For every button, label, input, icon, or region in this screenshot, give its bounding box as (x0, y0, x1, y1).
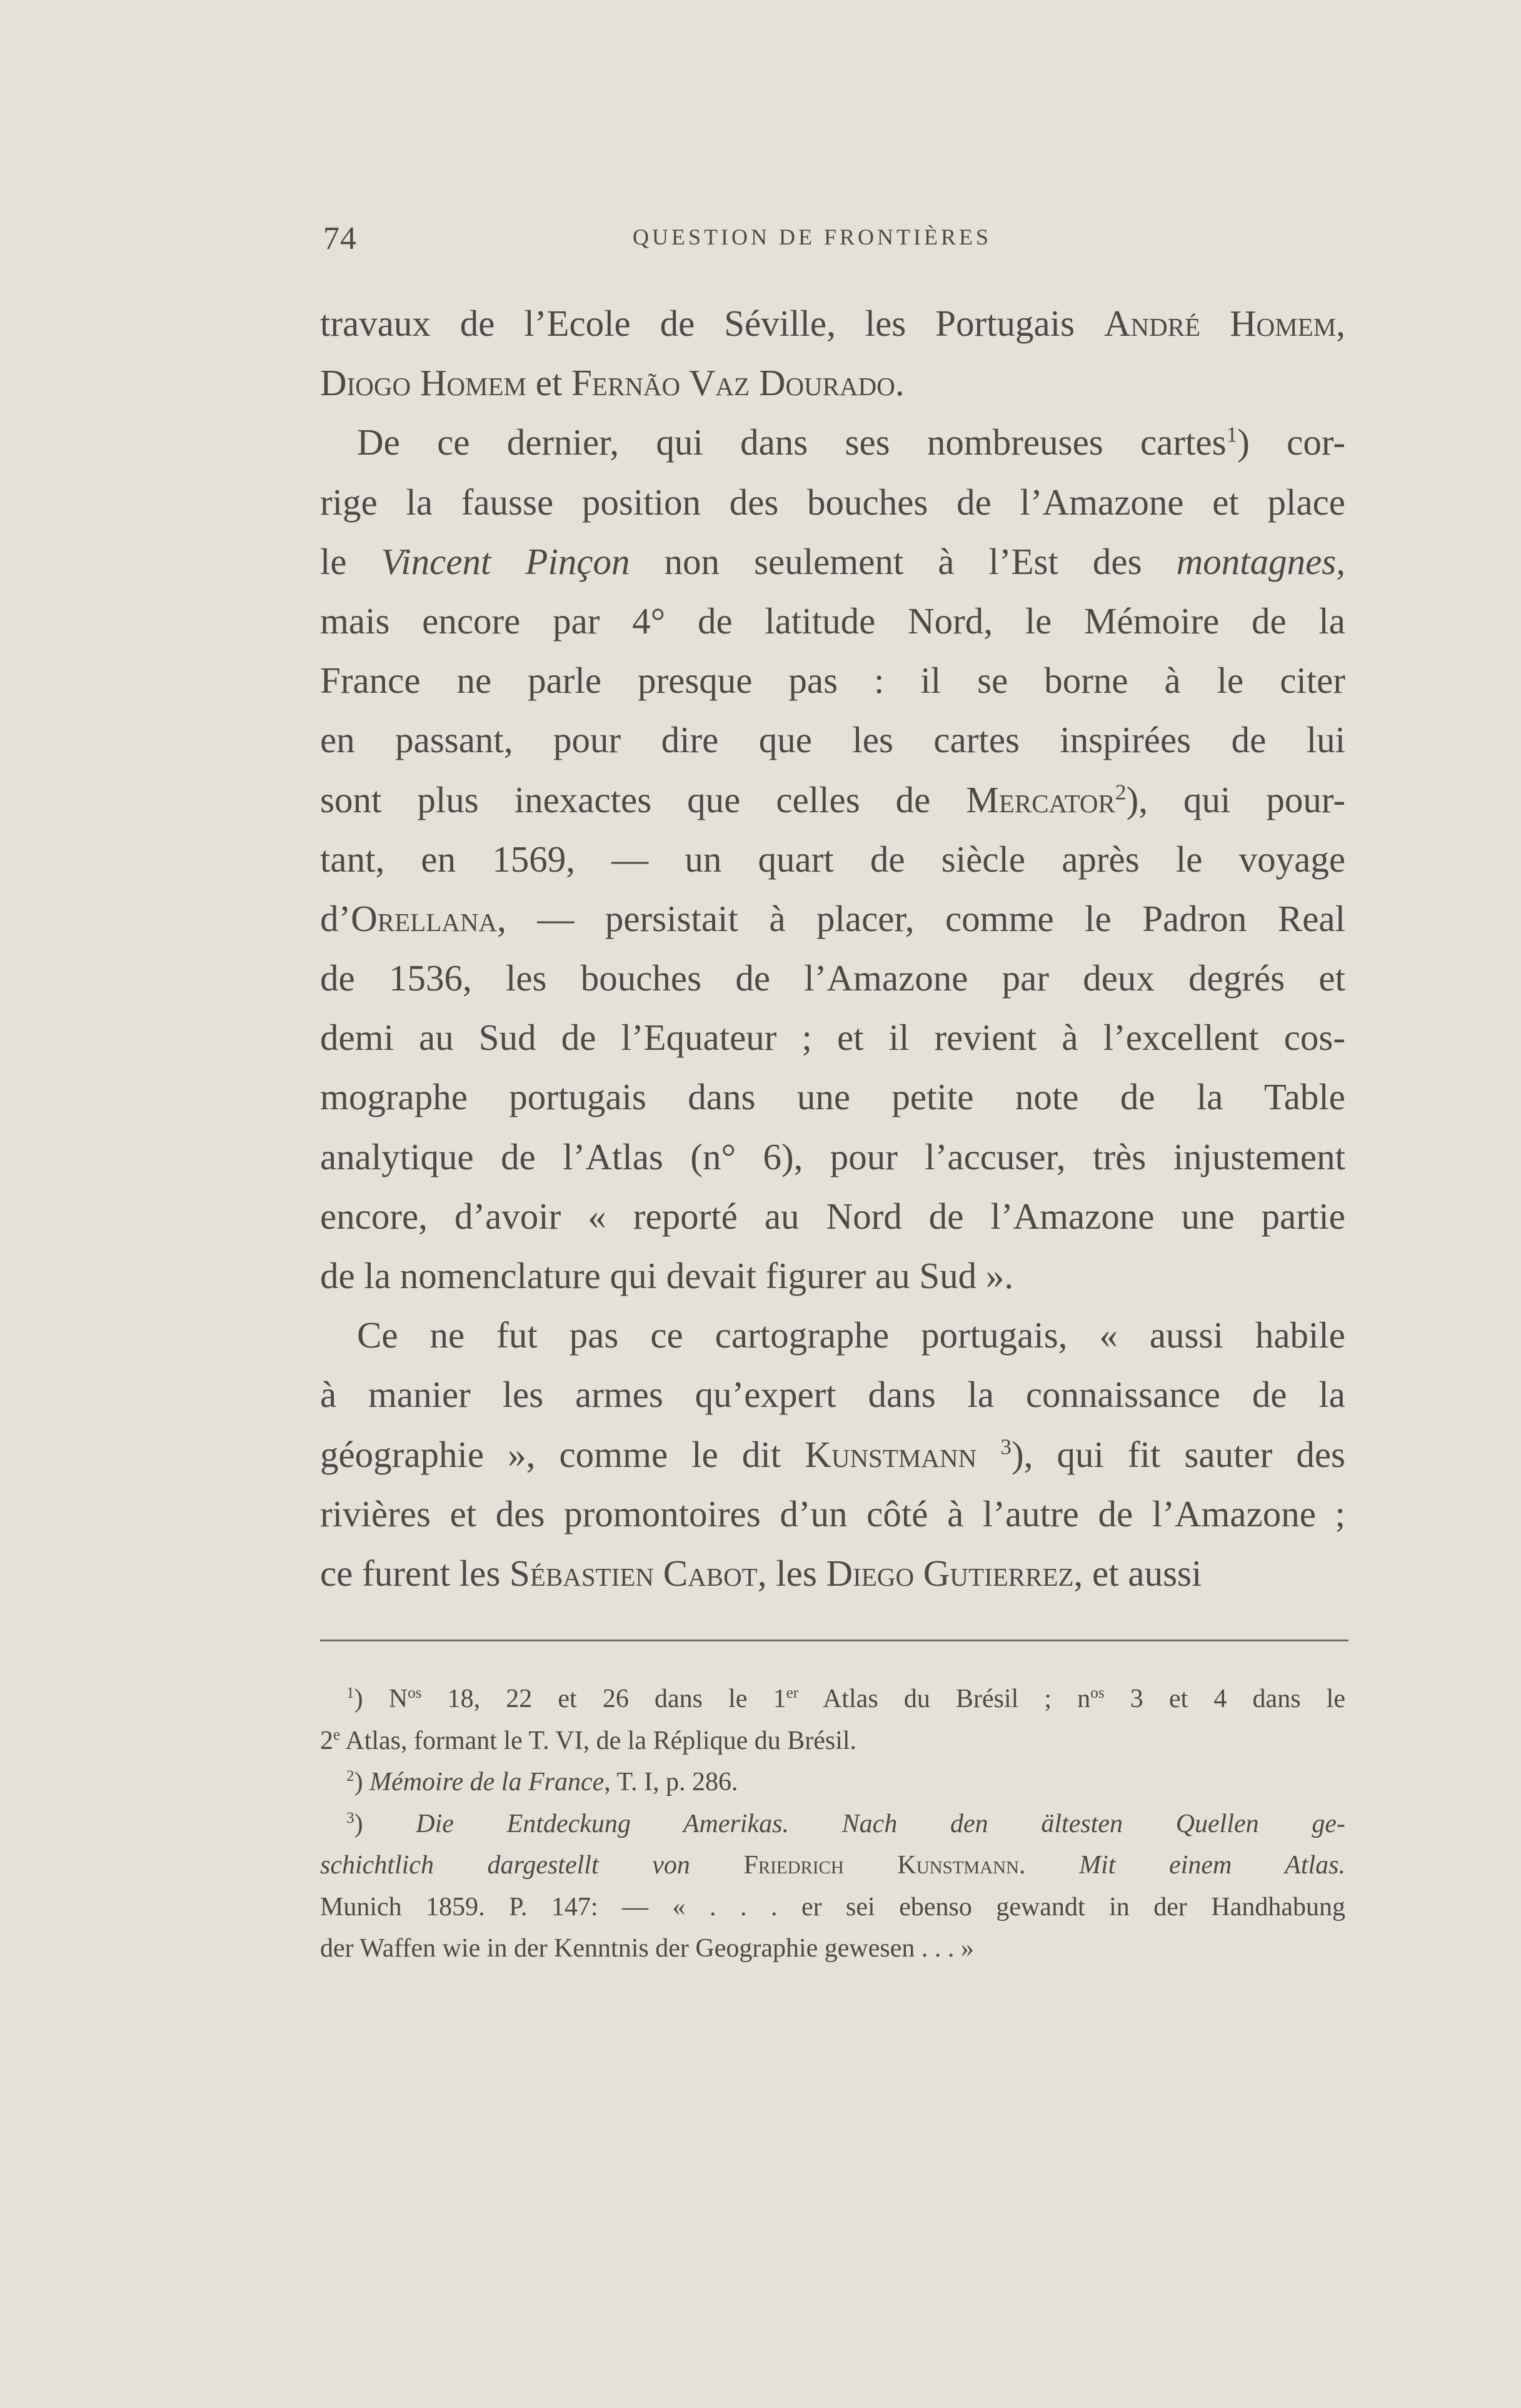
text-run: , les (757, 1552, 826, 1594)
text-run: mais encore par 4° de latitude Nord, le Mémoire de la (320, 600, 1345, 642)
text-line (320, 353, 1345, 413)
text-run: montagnes, (1176, 540, 1345, 582)
text-run: De ce dernier, qui dans ses nombreuses cartes (320, 421, 1227, 463)
text-run: . (895, 362, 905, 404)
superscript: 2 (1115, 778, 1127, 804)
text-run: , et aussi (1073, 1552, 1202, 1594)
footnote-line (320, 1720, 1345, 1762)
text-run: tant, en 1569, — un quart de siècle après le voyage (320, 838, 1345, 880)
superscript: 1 (346, 1685, 354, 1701)
text-run: Fernão Vaz Dourado (571, 362, 895, 404)
text-run: Munich 1859. P. 147: — « . . . er sei ebenso gewandt in der Handhabung (320, 1892, 1345, 1922)
text-run: le (320, 540, 381, 582)
text-run: Orellana (351, 897, 498, 939)
text-run: André Homem, (1103, 303, 1345, 344)
superscript: er (786, 1685, 799, 1701)
text-run: Atlas du Brésil ; n (798, 1685, 1091, 1713)
text-run: Friedrich Kunstmann (743, 1851, 1020, 1880)
text-run: ) (354, 1768, 370, 1796)
text-line (320, 1008, 1345, 1067)
superscript: 1 (1226, 421, 1238, 447)
text-run: analytique de l’Atlas (n° 6), pour l’accuser, très injustement (320, 1136, 1345, 1177)
footnote-line (320, 1761, 1345, 1803)
text-line (320, 1484, 1345, 1544)
text-run: ), qui pour- (1126, 778, 1345, 820)
text-run: non seulement à l’Est des (630, 540, 1177, 582)
text-run: encore, d’avoir « reporté au Nord de l’Amazone une partie (320, 1195, 1345, 1237)
text-run: Mémoire de la France (369, 1768, 605, 1796)
text-run: en passant, pour dire que les cartes inspirées de lui (320, 719, 1345, 761)
text-run: Diego Gutierrez (826, 1552, 1074, 1594)
footnote-line (320, 1803, 1345, 1845)
text-run: et (526, 362, 572, 404)
footnote-line (320, 1678, 1345, 1720)
text-run: Mit einem Atlas. (1079, 1851, 1346, 1880)
superscript: 2 (346, 1768, 354, 1785)
text-run: Diogo Homem (320, 362, 527, 404)
text-line (320, 294, 1345, 353)
text-run: , — persistait à placer, comme le Padron Real (497, 897, 1345, 939)
superscript: 3 (346, 1809, 354, 1826)
text-run: . (1019, 1851, 1080, 1880)
text-line (320, 1187, 1345, 1246)
running-title: QUESTION DE FRONTIÈRES (633, 224, 991, 249)
text-run: , T. I, p. 286. (604, 1768, 738, 1796)
text-line (320, 889, 1345, 949)
text-run: sont plus inexactes que celles de (320, 778, 966, 820)
text-line (320, 413, 1345, 472)
text-run: 18, 22 et 26 dans le 1 (421, 1685, 786, 1713)
text-run: schichtlich dargestellt von (320, 1851, 690, 1880)
superscript: 3 (1000, 1433, 1011, 1459)
text-run (976, 1434, 1000, 1475)
text-run: mographe portugais dans une petite note de la Table (320, 1076, 1345, 1118)
text-line (320, 532, 1345, 592)
page-number: 74 (323, 221, 357, 256)
text-run: der Waffen wie in der Kenntnis der Geographie gewesen . . . » (320, 1934, 974, 1963)
text-line (320, 651, 1345, 710)
text-run: ), qui fit sauter des (1011, 1433, 1346, 1475)
text-run (320, 1810, 346, 1838)
text-run: 3 et 4 dans le (1104, 1685, 1345, 1713)
text-run: ) (354, 1809, 416, 1838)
footnote-line (320, 1887, 1345, 1928)
text-run: ) cor- (1237, 421, 1345, 463)
text-run: de la nomenclature qui devait figurer au Sud ». (320, 1255, 1014, 1296)
text-run: Ce ne fut pas ce cartographe portugais, « aussi habile (320, 1314, 1345, 1356)
footnotes (320, 1678, 1345, 1970)
text-run: géographie », comme le dit (320, 1433, 805, 1475)
text-run (690, 1851, 744, 1880)
text-line (320, 770, 1345, 830)
text-run: ce furent les (320, 1552, 510, 1594)
text-line (320, 473, 1345, 532)
text-run (320, 1685, 346, 1713)
text-run (320, 1768, 346, 1796)
text-run: à manier les armes qu’expert dans la connaissance de la (320, 1374, 1345, 1416)
text-run: Atlas, formant le T. VI, de la Réplique du Brésil. (340, 1726, 857, 1755)
text-run: France ne parle presque pas : il se borne à le citer (320, 660, 1345, 702)
text-run: d’ (320, 897, 351, 939)
main-text (320, 294, 1345, 1603)
text-line (320, 1306, 1345, 1365)
footnote-divider (320, 1640, 1348, 1641)
text-run: rige la fausse position des bouches de l’Amazone et place (320, 481, 1345, 523)
text-run: Sébastien Cabot (510, 1552, 758, 1594)
text-line (320, 949, 1345, 1008)
text-line (320, 1127, 1345, 1187)
superscript: e (333, 1726, 341, 1743)
text-run: Vincent Pinçon (381, 540, 630, 582)
text-line (320, 1425, 1345, 1484)
footnote-line (320, 1845, 1345, 1887)
text-line (320, 1246, 1345, 1306)
text-line (320, 830, 1345, 889)
footnote-line (320, 1928, 1345, 1970)
text-run: demi au Sud de l’Equateur ; et il revient à l’excellent cos- (320, 1017, 1345, 1059)
superscript: os (1090, 1685, 1105, 1701)
text-line (320, 710, 1345, 770)
text-run: Die Entdeckung Amerikas. Nach den ältesten Quellen ge- (416, 1809, 1345, 1838)
text-run: ) N (354, 1685, 408, 1713)
text-line (320, 1365, 1345, 1424)
superscript: os (408, 1685, 422, 1701)
text-run: 2 (320, 1726, 333, 1755)
text-run: Mercator (966, 778, 1115, 820)
text-line (320, 1544, 1345, 1603)
text-line (320, 592, 1345, 651)
text-run: rivières et des promontoires d’un côté à l’autre de l’Amazone ; (320, 1493, 1345, 1534)
text-line (320, 1067, 1345, 1127)
text-run: Kunstmann (805, 1433, 977, 1475)
text-run: de 1536, les bouches de l’Amazone par deux degrés et (320, 957, 1345, 999)
text-run: travaux de l’Ecole de Séville, les Portugais (320, 303, 1104, 344)
